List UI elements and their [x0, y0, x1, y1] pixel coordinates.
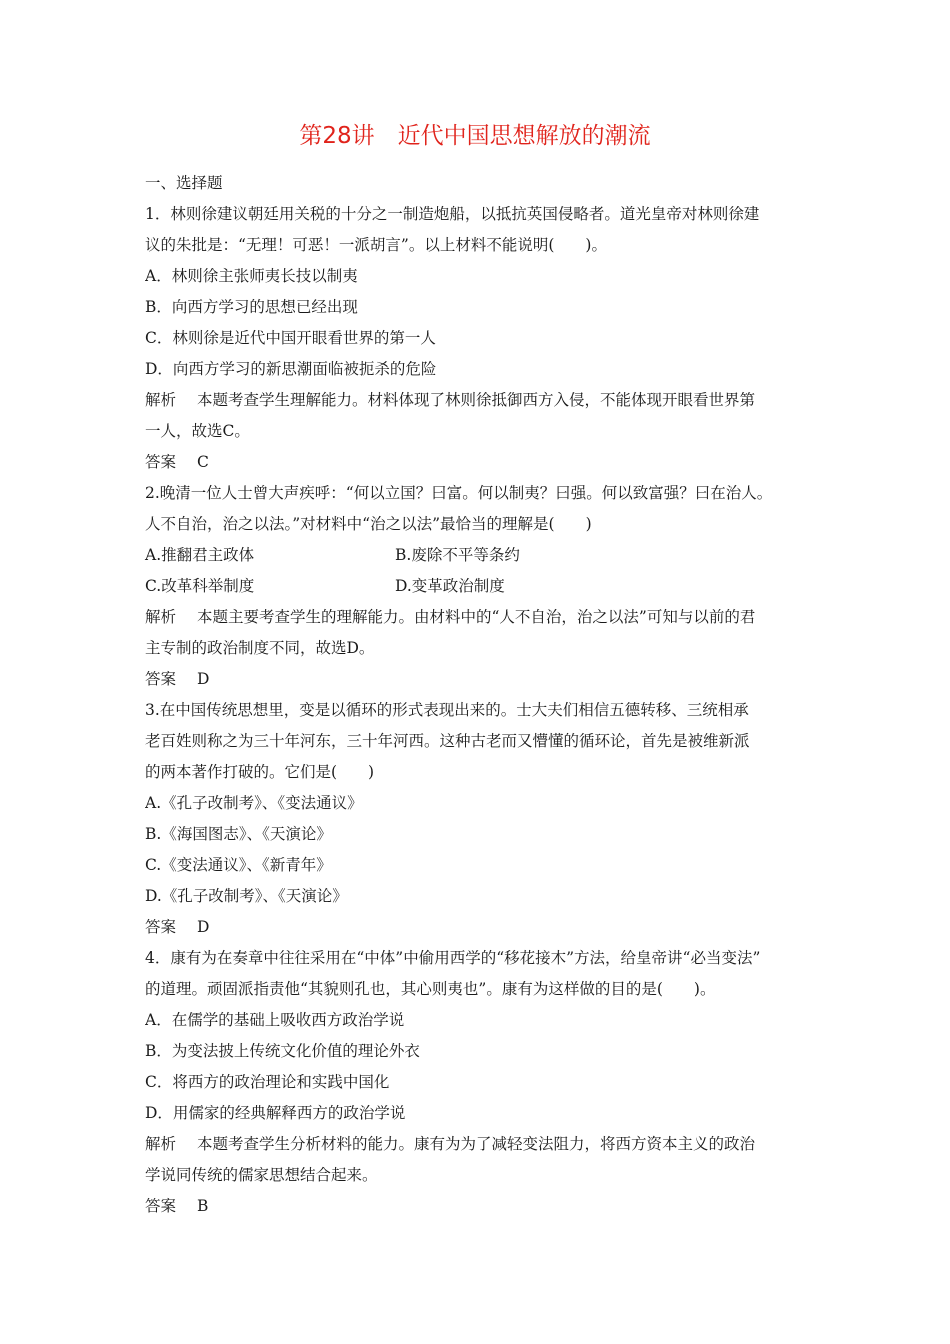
- question-1-stem-line-2: 议的朱批是：“无理！可恶！一派胡言”。以上材料不能说明( )。: [145, 236, 607, 254]
- answer-value: D: [197, 918, 210, 936]
- answer-label: 答案: [145, 918, 177, 936]
- question-2-option-c: C.改革科举制度: [145, 577, 255, 595]
- question-1-answer: [145, 447, 810, 478]
- question-3-option-c: C.《变法通议》、《新青年》: [145, 856, 332, 874]
- answer-label: 答案: [145, 453, 177, 471]
- question-4-stem-line-2: 的道理。顽固派指责他“其貌则孔也，其心则夷也”。康有为这样做的目的是( )。: [145, 980, 716, 998]
- question-3-option-b: B.《海国图志》、《天演论》: [145, 825, 332, 843]
- question-3-option-a: A.《孔子改制考》、《变法通议》: [145, 794, 363, 812]
- answer-value: C: [197, 453, 209, 471]
- question-3-stem-line-2: 老百姓则称之为三十年河东，三十年河西。这种古老而又懵懂的循环论，首先是被维新派: [145, 732, 750, 750]
- question-1-option-a: A．林则徐主张师夷长技以制夷: [145, 267, 358, 285]
- document-body: [145, 168, 810, 1222]
- question-3-stem-line-3: 的两本著作打破的。它们是( ): [145, 763, 375, 781]
- question-4-option-a: A．在儒学的基础上吸收西方政治学说: [145, 1011, 405, 1029]
- question-1-option-c: C．林则徐是近代中国开眼看世界的第一人: [145, 329, 436, 347]
- question-1-option-b: B．向西方学习的思想已经出现: [145, 298, 358, 316]
- answer-label: 答案: [145, 1197, 177, 1215]
- question-2-options-row-1: [145, 540, 810, 571]
- question-4-answer: [145, 1191, 810, 1222]
- question-4-analysis-line-2: 学说同传统的儒家思想结合起来。: [145, 1166, 378, 1184]
- question-1-analysis-line-1: [145, 385, 810, 416]
- question-1-stem-line-1: 1．林则徐建议朝廷用关税的十分之一制造炮船，以抵抗英国侵略者。道光皇帝对林则徐建: [145, 205, 760, 223]
- question-2-options-row-2: [145, 571, 810, 602]
- analysis-text: 本题考查学生理解能力。材料体现了林则徐抵御西方入侵，不能体现开眼看世界第: [197, 391, 756, 409]
- question-3-option-d: D.《孔子改制考》、《天演论》: [145, 887, 348, 905]
- question-4-stem-line-1: 4．康有为在奏章中往往采用在“中体”中偷用西学的“移花接木”方法，给皇帝讲“必当变法”: [145, 949, 761, 967]
- answer-value: D: [197, 670, 210, 688]
- question-3-answer: [145, 912, 810, 943]
- question-4-analysis-line-1: [145, 1129, 810, 1160]
- answer-label: 答案: [145, 670, 177, 688]
- answer-value: B: [197, 1197, 209, 1215]
- analysis-label: 解析: [145, 391, 177, 409]
- question-2-option-a: A.推翻君主政体: [145, 546, 255, 564]
- section-heading: 一、选择题: [145, 174, 223, 192]
- analysis-text: 本题主要考查学生的理解能力。由材料中的“人不自治，治之以法”可知与以前的君: [197, 608, 756, 626]
- question-3-stem-line-1: 3.在中国传统思想里，变是以循环的形式表现出来的。士大夫们相信五德转移、三统相承: [145, 701, 749, 719]
- page-title: 第28讲 近代中国思想解放的潮流: [299, 123, 651, 149]
- analysis-label: 解析: [145, 1135, 177, 1153]
- question-2-answer: [145, 664, 810, 695]
- question-2-option-d: D.变革政治制度: [395, 577, 505, 595]
- analysis-label: 解析: [145, 608, 177, 626]
- question-2-stem-line-2: 人不自治，治之以法。”对材料中“治之以法”最恰当的理解是( ): [145, 515, 592, 533]
- question-4-option-d: D．用儒家的经典解释西方的政治学说: [145, 1104, 406, 1122]
- question-2-stem-line-1: 2.晚清一位人士曾大声疾呼：“何以立国？曰富。何以制夷？曰强。何以致富强？曰在治人。: [145, 484, 773, 502]
- question-2-analysis-line-1: [145, 602, 810, 633]
- analysis-text: 本题考查学生分析材料的能力。康有为为了减轻变法阻力，将西方资本主义的政治: [197, 1135, 756, 1153]
- question-2-option-b: B.废除不平等条约: [395, 546, 520, 564]
- question-4-option-b: B．为变法披上传统文化价值的理论外衣: [145, 1042, 420, 1060]
- question-4-option-c: C．将西方的政治理论和实践中国化: [145, 1073, 390, 1091]
- question-1-analysis-line-2: 一人，故选C。: [145, 422, 250, 440]
- question-2-analysis-line-2: 主专制的政治制度不同，故选D。: [145, 639, 375, 657]
- question-1-option-d: D．向西方学习的新思潮面临被扼杀的危险: [145, 360, 437, 378]
